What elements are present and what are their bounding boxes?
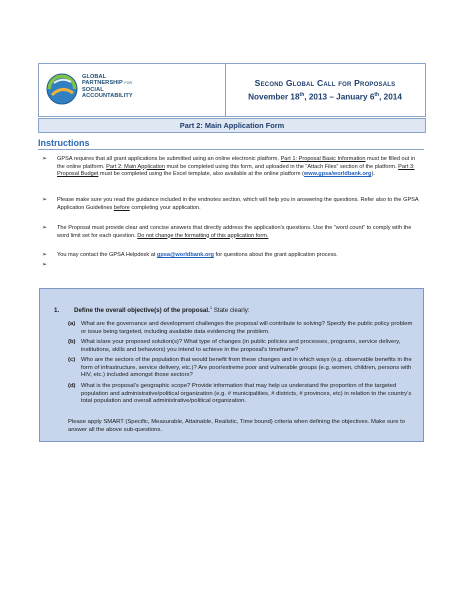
arrow-bullet-icon: ➢ [42, 197, 48, 203]
logo-line-4: ACCOUNTABILITY [82, 93, 133, 100]
logo-line-3: SOCIAL [82, 86, 104, 93]
logo-line-1: GLOBAL [82, 74, 107, 80]
sub-question-c: (c) Who are the sectors of the population that would benefit from these changes and in which ways (e.g. observable benefits in the form of infrastructure, service delivery, etc.)? Are poor/extreme poor and vulnerable groups (e.g. women, children, persons with HIV, etc.) included amongst those sectors? [68, 357, 412, 379]
smart-criteria-note: Please apply SMART (Specific, Measurable, Attainable, Realistic, Time bound) criteria when defining the objectives. Make sure to answer all the above sub-questions. [68, 419, 406, 433]
call-title: Second Global Call for Proposals [254, 78, 396, 88]
sub-question-b: (b) What is/are your proposed solution(s)? What type of changes (in public policies and processes, programs, service delivery, institutions, skills and behaviors) you intend to achieve in the proposal’s timeframe? [68, 339, 401, 353]
sub-question-a: (a) What are the governance and development challenges the proposal will contribute to solving? Specify the public policy problem or issue being targeted, including available data evidencing the problem. [68, 321, 413, 335]
instruction-item-4: ➢ You may contact the GPSA Helpdesk at gpsa@worldbank.org for questions about the grant application process. [42, 252, 338, 258]
logo-line-2: PARTNERSHIP FOR [82, 80, 133, 87]
gpsa-globe-logo-icon [46, 73, 78, 105]
logo-cell [39, 64, 226, 116]
helpdesk-email-link[interactable]: gpsa@worldbank.org [156, 252, 214, 258]
instruction-item-3: ➢ The Proposal must provide clear and concise answers that directly address the application’s questions. Use the “word count” to comply with the word limit set for each question. Do not change the formatting of this application form. [42, 225, 412, 239]
instructions-heading: Instructions [38, 138, 90, 148]
question-1-title: 1. Define the overall objective(s) of the proposal.$^1$ State clearly: [54, 305, 250, 315]
part-title-bar: Part 2: Main Application Form [38, 118, 426, 133]
sub-question-d: (d) What is the proposal’s geographic scope? Provide information that may help us understand the proportion of the targeted population and administrative/political organization (e.g. # municipalities, # districts, # provinces, etc) in relation to the country’s total population and overall administrative/political organization. [68, 383, 412, 405]
arrow-bullet-icon: ➢ [42, 156, 48, 162]
arrow-bullet-icon: ➢ [42, 262, 48, 268]
call-dates: November 18th, 2013 – January 6th, 2014 [248, 92, 402, 102]
instruction-item-2: ➢ Please make sure you read the guidance included in the endnotes section, which will help you in answering the questions. Refer also to the GPSA Application Guidelines before completing your application. [42, 197, 419, 211]
header-box [38, 63, 426, 117]
instructions-divider [38, 149, 424, 150]
question-1-box [39, 288, 424, 442]
logo-wordmark [82, 74, 133, 100]
platform-link[interactable]: www.gpsa/worldbank.org [303, 171, 372, 178]
instruction-item-1: ➢ GPSA requires that all grant applications be submitted using an online electronic platform. Part 1: Proposal Basic Information must be filled out in the online platform. Part 2: Main Application must be completed using this form, and uploaded in the “Attach Files” section of the platform. Part 3: Proposal Budget must be completed using the Excel template, also available at the online platform (www.gpsa/worldbank.org). [42, 156, 416, 178]
arrow-bullet-icon: ➢ [42, 225, 48, 231]
arrow-bullet-icon: ➢ [42, 252, 48, 258]
